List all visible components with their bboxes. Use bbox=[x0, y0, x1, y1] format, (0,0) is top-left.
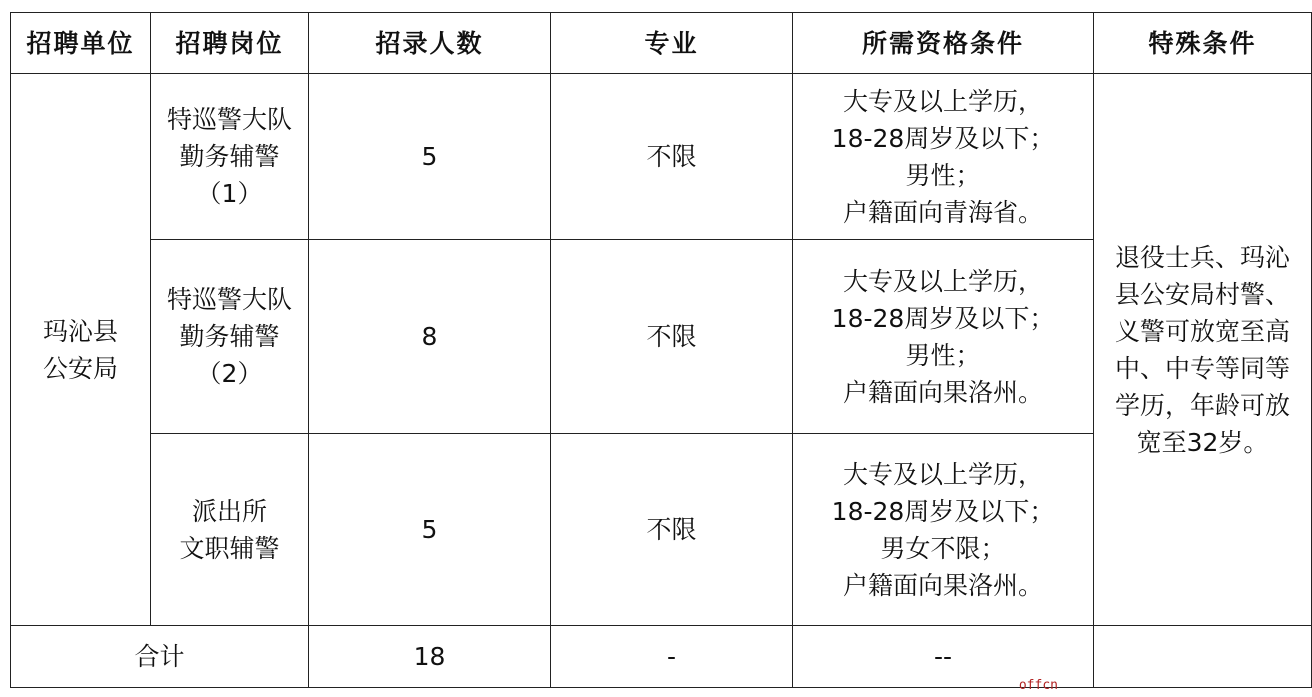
major-cell: 不限 bbox=[551, 74, 793, 240]
header-unit: 招聘单位 bbox=[11, 13, 151, 74]
header-post: 招聘岗位 bbox=[151, 13, 309, 74]
watermark: offcn bbox=[1018, 678, 1058, 693]
requirements-cell: 大专及以上学历， 18-28周岁及以下； 男性； 户籍面向果洛州。 bbox=[793, 240, 1094, 434]
table-row bbox=[11, 74, 1312, 240]
post-cell: 特巡警大队 勤务辅警 （2） bbox=[151, 240, 309, 434]
requirements-cell: 大专及以上学历， 18-28周岁及以下； 男性； 户籍面向青海省。 bbox=[793, 74, 1094, 240]
major-cell: 不限 bbox=[551, 434, 793, 626]
total-row bbox=[11, 626, 1312, 688]
total-major: - bbox=[551, 626, 793, 688]
header-major: 专业 bbox=[551, 13, 793, 74]
count-cell: 5 bbox=[309, 434, 551, 626]
header-row bbox=[11, 13, 1312, 74]
header-count: 招录人数 bbox=[309, 13, 551, 74]
post-cell: 派出所 文职辅警 bbox=[151, 434, 309, 626]
recruitment-table bbox=[10, 12, 1312, 688]
special-cell: 退役士兵、玛沁 县公安局村警、 义警可放宽至高 中、中专等同等 学历，年龄可放 宽至32岁。 bbox=[1094, 74, 1312, 626]
total-special bbox=[1094, 626, 1312, 688]
header-requirements: 所需资格条件 bbox=[793, 13, 1094, 74]
major-cell: 不限 bbox=[551, 240, 793, 434]
total-requirements: -- bbox=[793, 626, 1094, 688]
total-label: 合计 bbox=[11, 626, 309, 688]
count-cell: 5 bbox=[309, 74, 551, 240]
header-special: 特殊条件 bbox=[1094, 13, 1312, 74]
total-count: 18 bbox=[309, 626, 551, 688]
requirements-cell: 大专及以上学历， 18-28周岁及以下； 男女不限； 户籍面向果洛州。 bbox=[793, 434, 1094, 626]
unit-cell: 玛沁县 公安局 bbox=[11, 74, 151, 626]
count-cell: 8 bbox=[309, 240, 551, 434]
post-cell: 特巡警大队 勤务辅警 （1） bbox=[151, 74, 309, 240]
